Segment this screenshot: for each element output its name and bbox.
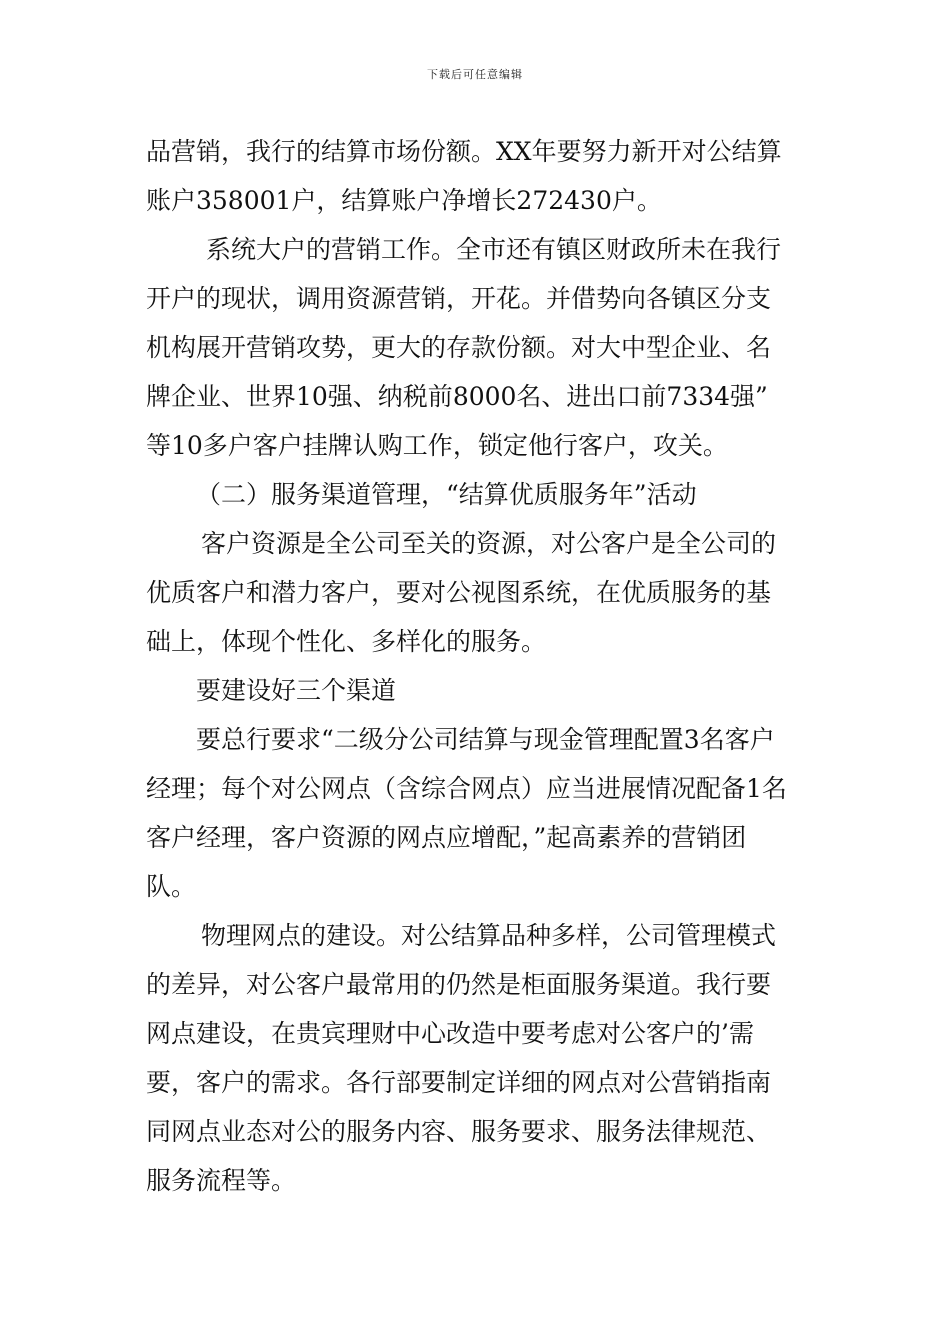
text-line: 要，客户的需求。各行部要制定详细的网点对公营销指南: [146, 1068, 772, 1097]
text-line: 要总行要求“二级分公司结算与现金管理配置3名客户: [196, 725, 775, 754]
text-line: 的差异，对公客户最常用的仍然是柜面服务渠道。我行要: [146, 970, 772, 999]
text-line: 客户经理，客户资源的网点应增配，”起高素养的营销团: [146, 823, 747, 852]
text-line: 网点建设，在贵宾理财中心改造中要考虑对公客户的’需: [146, 1019, 754, 1048]
text-line: 账户358001户，结算账户净增长272430户。: [146, 186, 662, 215]
text-line: 要建设好三个渠道: [196, 676, 397, 705]
text-line: 开户的现状，调用资源营销，开花。并借势向各镇区分支: [146, 284, 772, 313]
text-line: 机构展开营销攻势，更大的存款份额。对大中型企业、名: [146, 333, 772, 362]
text-line: 等10多户客户挂牌认购工作，锁定他行客户，攻关。: [146, 431, 728, 460]
document-body: [146, 127, 810, 1205]
text-line: 经理；每个对公网点（含综合网点）应当进展情况配备1名: [146, 774, 787, 803]
text-line: 同网点业态对公的服务内容、服务要求、服务法律规范、: [146, 1117, 772, 1146]
page-header-note: 下载后可任意编辑: [427, 68, 523, 81]
text-line: 客户资源是全公司至关的资源，对公客户是全公司的: [201, 529, 777, 558]
text-line: 优质客户和潜力客户，要对公视图系统，在优质服务的基: [146, 578, 772, 607]
text-line: 服务流程等。: [146, 1166, 297, 1195]
text-line: 品营销，我行的结算市场份额。XX年要努力新开对公结算: [146, 137, 782, 166]
text-line: 物理网点的建设。对公结算品种多样，公司管理模式: [201, 921, 777, 950]
text-line: 础上，体现个性化、多样化的服务。: [146, 627, 547, 656]
section-heading: （二）服务渠道管理，“结算优质服务年”活动: [196, 480, 697, 509]
text-line: 系统大户的营销工作。全市还有镇区财政所未在我行: [206, 235, 782, 264]
text-line: 队。: [146, 872, 197, 901]
text-line: 牌企业、世界10强、纳税前8000名、进出口前7334强”: [146, 382, 768, 411]
